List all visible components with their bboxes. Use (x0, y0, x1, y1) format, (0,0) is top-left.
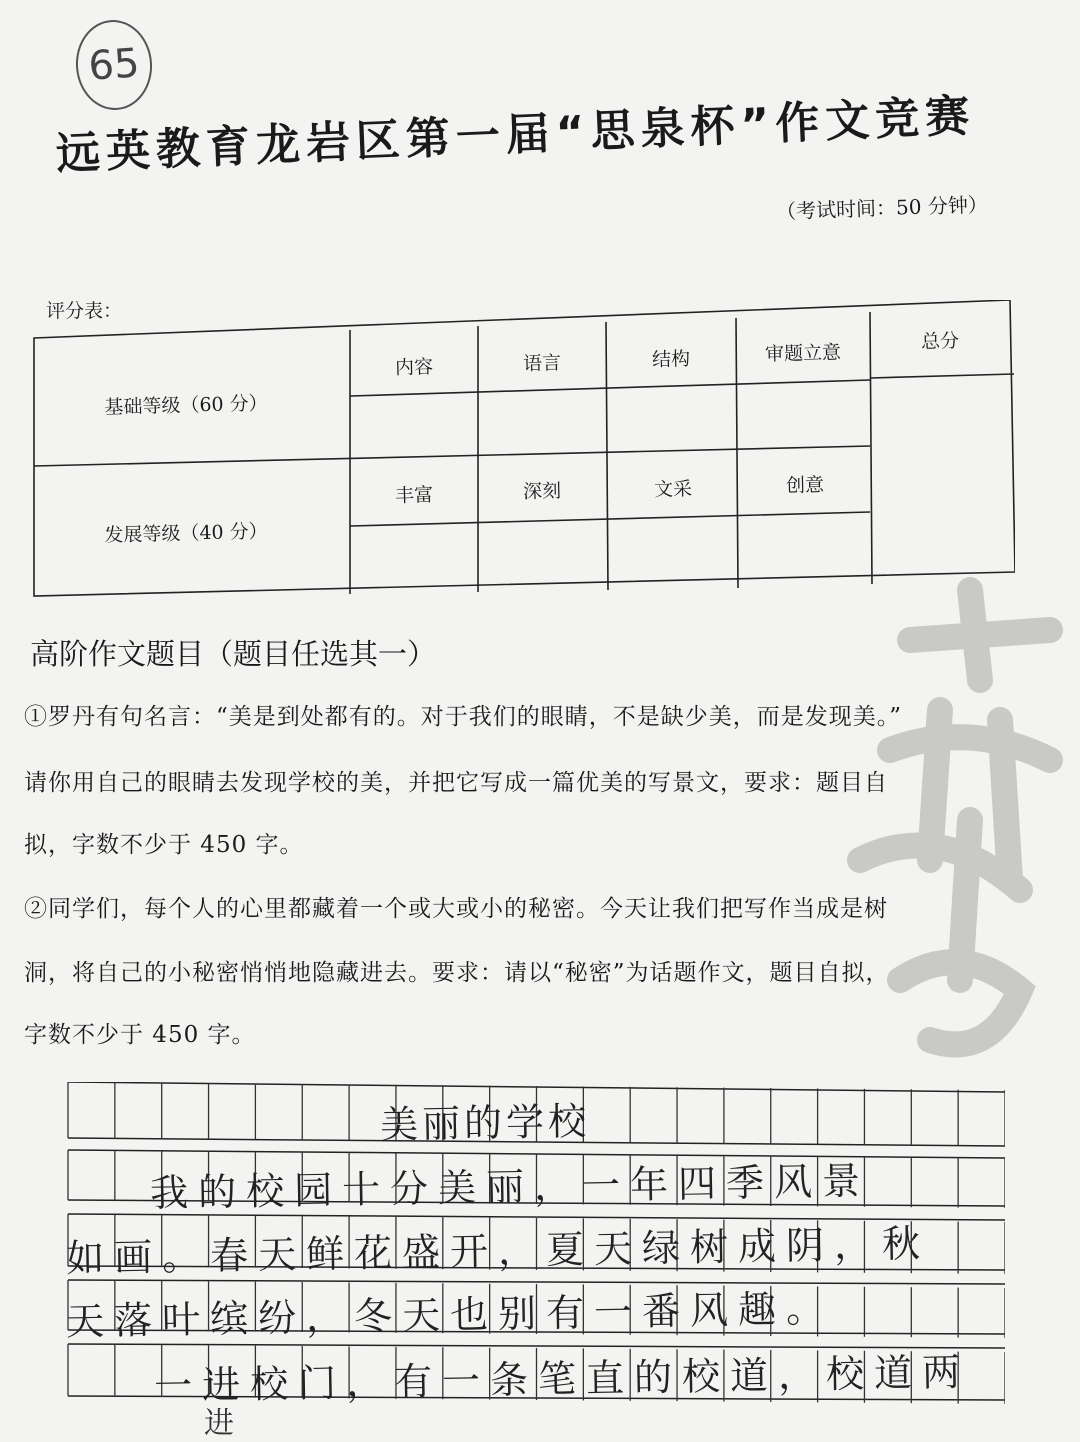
criterion-rich: 丰富 (394, 484, 434, 507)
prompt-line: 请你用自己的眼睛去发现学校的美，并把它写成一篇优美的写景文，要求：题目自 (24, 770, 888, 796)
criterion-literary: 文采 (653, 478, 693, 501)
essay-line: 我的校园十分美丽，一年四季风景 (149, 1158, 871, 1216)
criterion-content: 内容 (394, 356, 434, 379)
score-table (30, 300, 1015, 600)
handwritten-page-number: 65 (73, 17, 155, 112)
development-level-label: 发展等级（40 分） (104, 520, 268, 547)
score-table-label: 评分表： (46, 300, 123, 322)
competition-title: 远英教育龙岩区第一届“思泉杯”作文竞赛 (55, 90, 977, 180)
criterion-language: 语言 (522, 352, 562, 375)
insertion-correction: 进 (204, 1406, 234, 1441)
essay-line: 如画。春天鲜花盛开，夏天绿树成阴，秋 (65, 1221, 931, 1281)
prompt-line: ②同学们，每个人的心里都藏着一个或大或小的秘密。今天让我们把写作当成是树 (24, 896, 888, 922)
answer-grid (60, 1082, 1005, 1440)
prompt-line: 字数不少于 450 字。 (24, 1022, 256, 1048)
criterion-structure: 结构 (651, 348, 691, 371)
score-table-grid (30, 300, 1015, 600)
basic-level-label: 基础等级（60 分） (104, 392, 268, 419)
criterion-creativity: 创意 (785, 474, 825, 497)
essay-line: 一进校门，有一条笔直的校道，校道两 (153, 1349, 971, 1409)
criterion-theme: 审题立意 (764, 341, 842, 366)
prompt-line: 洞，将自己的小秘密悄悄地隐藏进去。要求：请以“秘密”为话题作文，题目自拟， (24, 960, 890, 986)
criterion-deep: 深刻 (522, 480, 562, 503)
total-score-label: 总分 (920, 330, 960, 353)
essay-title: 美丽的学校 (379, 1099, 591, 1147)
seal-watermark (820, 560, 1080, 1120)
exam-time: （考试时间：50 分钟） (775, 192, 989, 224)
prompt-line: ①罗丹有句名言：“美是到处都有的。对于我们的眼睛，不是缺少美，而是发现美。” (24, 704, 903, 730)
prompt-heading: 高阶作文题目（题目任选其一） (30, 637, 437, 671)
prompt-line: 拟，字数不少于 450 字。 (24, 832, 304, 858)
essay-line: 天落叶缤纷，冬天也别有一番风趣。 (65, 1286, 835, 1344)
